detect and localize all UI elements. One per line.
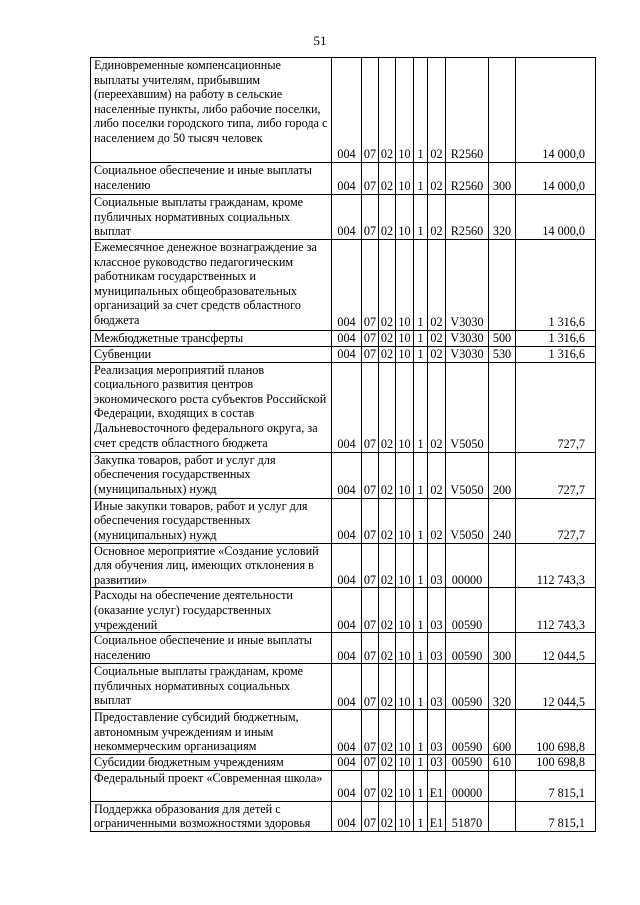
expense-name: Социальные выплаты гражданам, кроме публичных нормативных социальных выплат — [91, 195, 332, 240]
grbs-code: 004 — [332, 452, 362, 498]
main-event-code: 02 — [428, 498, 446, 543]
program-code: 10 — [396, 710, 414, 755]
section-code: 07 — [362, 498, 379, 543]
expense-direction-code: 00000 — [446, 543, 489, 588]
expense-direction-code: 00590 — [446, 633, 489, 664]
program-code: 10 — [396, 58, 414, 163]
subsection-code: 02 — [379, 362, 396, 452]
expense-name: Социальное обеспечение и иные выплаты населению — [91, 633, 332, 664]
expense-direction-code: V5050 — [446, 498, 489, 543]
subsection-code: 02 — [379, 347, 396, 363]
program-code: 10 — [396, 633, 414, 664]
expense-type-code: 320 — [489, 195, 516, 240]
expense-direction-code: 00590 — [446, 710, 489, 755]
expense-direction-code: R2560 — [446, 195, 489, 240]
table-row — [91, 770, 596, 801]
expense-type-code — [489, 362, 516, 452]
program-code: 10 — [396, 801, 414, 831]
subprogram-code: 1 — [414, 633, 428, 664]
section-code: 07 — [362, 331, 379, 347]
budget-table — [90, 57, 596, 832]
amount: 727,7 — [516, 498, 596, 543]
amount: 100 698,8 — [516, 710, 596, 755]
subprogram-code: 1 — [414, 362, 428, 452]
amount: 727,7 — [516, 452, 596, 498]
table-row — [91, 240, 596, 331]
expense-type-code — [489, 588, 516, 633]
amount: 112 743,3 — [516, 543, 596, 588]
expense-type-code — [489, 801, 516, 831]
grbs-code: 004 — [332, 58, 362, 163]
program-code: 10 — [396, 452, 414, 498]
main-event-code: 02 — [428, 240, 446, 331]
table-row — [91, 331, 596, 347]
expense-direction-code: 51870 — [446, 801, 489, 831]
amount: 14 000,0 — [516, 163, 596, 195]
expense-name: Закупка товаров, работ и услуг для обеспечения государственных (муниципальных) нужд — [91, 452, 332, 498]
subsection-code: 02 — [379, 710, 396, 755]
subsection-code: 02 — [379, 801, 396, 831]
table-row — [91, 347, 596, 363]
grbs-code: 004 — [332, 195, 362, 240]
expense-name: Межбюджетные трансферты — [91, 331, 332, 347]
expense-type-code: 200 — [489, 452, 516, 498]
amount: 1 316,6 — [516, 347, 596, 363]
main-event-code: 03 — [428, 633, 446, 664]
expense-name: Основное мероприятие «Создание условий для обучения лиц, имеющих отклонения в развитии» — [91, 543, 332, 588]
subprogram-code: 1 — [414, 498, 428, 543]
grbs-code: 004 — [332, 588, 362, 633]
grbs-code: 004 — [332, 163, 362, 195]
expense-direction-code: 00590 — [446, 664, 489, 710]
expense-direction-code: 00000 — [446, 770, 489, 801]
grbs-code: 004 — [332, 755, 362, 771]
subprogram-code: 1 — [414, 770, 428, 801]
expense-name: Социальное обеспечение и иные выплаты населению — [91, 163, 332, 195]
program-code: 10 — [396, 347, 414, 363]
expense-name: Поддержка образования для детей с ограниченными возможностями здоровья — [91, 801, 332, 831]
amount: 7 815,1 — [516, 770, 596, 801]
amount: 1 316,6 — [516, 331, 596, 347]
expense-direction-code: 00590 — [446, 755, 489, 771]
expense-type-code: 300 — [489, 633, 516, 664]
grbs-code: 004 — [332, 633, 362, 664]
section-code: 07 — [362, 452, 379, 498]
expense-type-code — [489, 58, 516, 163]
table-row — [91, 710, 596, 755]
expense-direction-code: V5050 — [446, 452, 489, 498]
expense-type-code: 610 — [489, 755, 516, 771]
program-code: 10 — [396, 240, 414, 331]
program-code: 10 — [396, 362, 414, 452]
subprogram-code: 1 — [414, 755, 428, 771]
subsection-code: 02 — [379, 755, 396, 771]
main-event-code: 03 — [428, 588, 446, 633]
grbs-code: 004 — [332, 543, 362, 588]
amount: 1 316,6 — [516, 240, 596, 331]
section-code: 07 — [362, 801, 379, 831]
subprogram-code: 1 — [414, 347, 428, 363]
main-event-code: 03 — [428, 755, 446, 771]
expense-type-code — [489, 240, 516, 331]
expense-direction-code: V3030 — [446, 240, 489, 331]
expense-type-code: 240 — [489, 498, 516, 543]
section-code: 07 — [362, 240, 379, 331]
subprogram-code: 1 — [414, 664, 428, 710]
expense-type-code: 530 — [489, 347, 516, 363]
grbs-code: 004 — [332, 710, 362, 755]
subsection-code: 02 — [379, 331, 396, 347]
subprogram-code: 1 — [414, 710, 428, 755]
program-code: 10 — [396, 588, 414, 633]
expense-type-code: 600 — [489, 710, 516, 755]
expense-type-code — [489, 543, 516, 588]
subprogram-code: 1 — [414, 331, 428, 347]
main-event-code: E1 — [428, 801, 446, 831]
section-code: 07 — [362, 755, 379, 771]
section-code: 07 — [362, 58, 379, 163]
grbs-code: 004 — [332, 498, 362, 543]
expense-direction-code: 00590 — [446, 588, 489, 633]
expense-name: Единовременные компенсационные выплаты учителям, прибывшим (переехавшим) на работу в сельские населенные пункты, либо рабочие поселки, либо поселки городского типа, либо города с населением до 50 тысяч человек — [91, 58, 332, 163]
section-code: 07 — [362, 543, 379, 588]
program-code: 10 — [396, 543, 414, 588]
expense-direction-code: R2560 — [446, 163, 489, 195]
subsection-code: 02 — [379, 770, 396, 801]
subsection-code: 02 — [379, 633, 396, 664]
program-code: 10 — [396, 195, 414, 240]
section-code: 07 — [362, 588, 379, 633]
main-event-code: 02 — [428, 347, 446, 363]
expense-direction-code: V3030 — [446, 331, 489, 347]
main-event-code: 02 — [428, 163, 446, 195]
expense-type-code — [489, 770, 516, 801]
expense-name: Федеральный проект «Современная школа» — [91, 770, 332, 801]
expense-name: Предоставление субсидий бюджетным, автономным учреждениям и иным некоммерческим организациям — [91, 710, 332, 755]
subsection-code: 02 — [379, 163, 396, 195]
program-code: 10 — [396, 755, 414, 771]
amount: 12 044,5 — [516, 664, 596, 710]
table-row — [91, 498, 596, 543]
expense-direction-code: R2560 — [446, 58, 489, 163]
section-code: 07 — [362, 710, 379, 755]
grbs-code: 004 — [332, 801, 362, 831]
expense-name: Социальные выплаты гражданам, кроме публичных нормативных социальных выплат — [91, 664, 332, 710]
grbs-code: 004 — [332, 240, 362, 331]
subsection-code: 02 — [379, 240, 396, 331]
subprogram-code: 1 — [414, 163, 428, 195]
section-code: 07 — [362, 633, 379, 664]
main-event-code: 02 — [428, 362, 446, 452]
table-row — [91, 633, 596, 664]
subsection-code: 02 — [379, 664, 396, 710]
expense-name: Субвенции — [91, 347, 332, 363]
program-code: 10 — [396, 664, 414, 710]
subprogram-code: 1 — [414, 588, 428, 633]
expense-name: Субсидии бюджетным учреждениям — [91, 755, 332, 771]
main-event-code: 02 — [428, 331, 446, 347]
expense-type-code: 500 — [489, 331, 516, 347]
subprogram-code: 1 — [414, 452, 428, 498]
grbs-code: 004 — [332, 664, 362, 710]
amount: 112 743,3 — [516, 588, 596, 633]
program-code: 10 — [396, 331, 414, 347]
table-row — [91, 801, 596, 831]
main-event-code: E1 — [428, 770, 446, 801]
expense-name: Ежемесячное денежное вознаграждение за классное руководство педагогическим работникам государственных и муниципальных общеобразовательных организаций за счет средств областного бюджета — [91, 240, 332, 331]
amount: 727,7 — [516, 362, 596, 452]
expense-name: Реализация мероприятий планов социального развития центров экономического роста субъектов Российской Федерации, входящих в состав Дальневосточного федерального округа, за счет средств областного бюджета — [91, 362, 332, 452]
program-code: 10 — [396, 770, 414, 801]
section-code: 07 — [362, 362, 379, 452]
subprogram-code: 1 — [414, 801, 428, 831]
grbs-code: 004 — [332, 770, 362, 801]
amount: 12 044,5 — [516, 633, 596, 664]
expense-name: Иные закупки товаров, работ и услуг для обеспечения государственных (муниципальных) нужд — [91, 498, 332, 543]
expense-name: Расходы на обеспечение деятельности (оказание услуг) государственных учреждений — [91, 588, 332, 633]
main-event-code: 02 — [428, 58, 446, 163]
main-event-code: 03 — [428, 710, 446, 755]
subprogram-code: 1 — [414, 240, 428, 331]
expense-direction-code: V3030 — [446, 347, 489, 363]
table-row — [91, 195, 596, 240]
grbs-code: 004 — [332, 347, 362, 363]
section-code: 07 — [362, 770, 379, 801]
section-code: 07 — [362, 664, 379, 710]
section-code: 07 — [362, 195, 379, 240]
expense-direction-code: V5050 — [446, 362, 489, 452]
subsection-code: 02 — [379, 452, 396, 498]
subprogram-code: 1 — [414, 543, 428, 588]
table-row — [91, 362, 596, 452]
program-code: 10 — [396, 498, 414, 543]
main-event-code: 02 — [428, 195, 446, 240]
subsection-code: 02 — [379, 588, 396, 633]
table-row — [91, 664, 596, 710]
main-event-code: 03 — [428, 543, 446, 588]
subsection-code: 02 — [379, 498, 396, 543]
table-row — [91, 452, 596, 498]
amount: 14 000,0 — [516, 195, 596, 240]
main-event-code: 03 — [428, 664, 446, 710]
expense-type-code: 320 — [489, 664, 516, 710]
section-code: 07 — [362, 163, 379, 195]
main-event-code: 02 — [428, 452, 446, 498]
table-row — [91, 588, 596, 633]
expense-type-code: 300 — [489, 163, 516, 195]
subprogram-code: 1 — [414, 195, 428, 240]
table-row — [91, 163, 596, 195]
amount: 7 815,1 — [516, 801, 596, 831]
section-code: 07 — [362, 347, 379, 363]
amount: 100 698,8 — [516, 755, 596, 771]
subsection-code: 02 — [379, 543, 396, 588]
page-number: 51 — [313, 33, 327, 48]
subsection-code: 02 — [379, 58, 396, 163]
table-row — [91, 58, 596, 163]
subprogram-code: 1 — [414, 58, 428, 163]
subsection-code: 02 — [379, 195, 396, 240]
program-code: 10 — [396, 163, 414, 195]
table-row — [91, 755, 596, 771]
amount: 14 000,0 — [516, 58, 596, 163]
grbs-code: 004 — [332, 331, 362, 347]
table-row — [91, 543, 596, 588]
grbs-code: 004 — [332, 362, 362, 452]
